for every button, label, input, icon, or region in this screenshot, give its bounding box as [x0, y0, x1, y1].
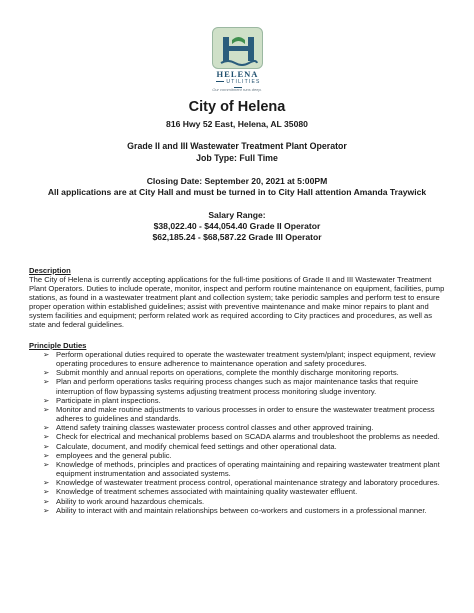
list-item: ➢ Participate in plant inspections. — [43, 395, 161, 405]
arrow-bullet-icon: ➢ — [43, 395, 50, 405]
list-item: ➢ Ability to work around hazardous chemicals. — [43, 496, 205, 506]
applications-note: All applications are at City Hall and must be turned in to City Hall attention Amanda Traywick — [47, 187, 427, 197]
list-item: ➢ Attend safety training classes wastewater process control classes and other approved training. — [43, 423, 374, 433]
salary-range-label: Salary Range: — [208, 210, 266, 220]
duties-list — [29, 350, 449, 515]
arrow-bullet-icon: ➢ — [43, 368, 50, 378]
arrow-bullet-icon: ➢ — [43, 459, 50, 469]
arrow-bullet-icon: ➢ — [43, 450, 50, 460]
logo-tagline: Our commitment runs deep. — [212, 87, 262, 92]
salary-grade-2: $38,022.40 - $44,054.40 Grade II Operator — [153, 221, 321, 231]
list-item: ➢ Calculate, document, and modify chemical feed settings and other operational data. — [43, 441, 337, 451]
logo-emblem-icon — [212, 27, 263, 69]
list-item: ➢ Submit monthly and annual reports on operations, complete the monthly discharge monitoring reports. — [43, 368, 399, 378]
duties-heading: Principle Duties — [29, 341, 87, 350]
list-item: ➢ Knowledge of methods, principles and practices of operating maintaining and repairing wastewater treatment plant equipment instrumentation and associated systems. — [43, 459, 440, 479]
list-item: ➢ Knowledge of wastewater treatment process control, operational maintenance strategy and laboratory procedures. — [43, 478, 440, 488]
page-title: City of Helena — [188, 99, 286, 115]
address-line: 816 Hwy 52 East, Helena, AL 35080 — [166, 119, 308, 129]
logo-wordmark: HELENA — [216, 69, 259, 79]
logo-subtext: UTILITIES — [210, 79, 265, 91]
closing-date: Closing Date: September 20, 2021 at 5:00PM — [146, 176, 328, 186]
list-item: ➢ Perform operational duties required to operate the wastewater treatment system/plant; inspect equipment, review operating procedures to ensure adherence to maintenance operation and safety procedures. — [43, 350, 436, 369]
job-title: Grade II and III Wastewater Treatment Plant Operator — [127, 141, 347, 151]
list-item: ➢ Knowledge of treatment schemes associated with maintaining quality wastewater effluent. — [43, 487, 358, 497]
list-item: ➢ Monitor and make routine adjustments to various processes in order to ensure the wastewater treatment process adheres to guidelines and standards. — [43, 404, 435, 424]
arrow-bullet-icon: ➢ — [43, 350, 50, 359]
arrow-bullet-icon: ➢ — [43, 377, 50, 387]
job-type: Job Type: Full Time — [196, 153, 278, 163]
list-item: ➢ Check for electrical and mechanical problems based on SCADA alarms and troubleshoot the problems as needed. — [43, 432, 440, 442]
description-heading: Description — [29, 266, 71, 275]
arrow-bullet-icon: ➢ — [43, 505, 50, 515]
arrow-bullet-icon: ➢ — [43, 487, 50, 497]
arrow-bullet-icon: ➢ — [43, 423, 50, 433]
arrow-bullet-icon: ➢ — [43, 478, 50, 488]
arrow-bullet-icon: ➢ — [43, 441, 50, 451]
arrow-bullet-icon: ➢ — [43, 404, 50, 414]
list-item: ➢ employees and the general public. — [43, 450, 172, 460]
arrow-bullet-icon: ➢ — [43, 496, 50, 506]
arrow-bullet-icon: ➢ — [43, 432, 50, 442]
list-item: ➢ Ability to interact with and maintain relationships between co-workers and customers in a professional manner. — [43, 505, 427, 515]
list-item: ➢ Plan and perform operations tasks requiring process changes such as major maintenance tasks that require interruption of flow bypassing systems adjusting treatment process monitoring sludge inventory. — [43, 377, 419, 396]
description-body: The City of Helena is currently accepting applications for the full-time positions of Grade II and III Wastewater Treatment Plant Operators. Duties to include operate, monitor, inspect and perform routine maintenance on equipment, facilities, pump stations, as found in a wastewater treatment plant and collection system; take periodic samples and perform test to ensure proper operation within established guidelines; assist with preventive maintenance and make minor repairs to plant and system facilities and equipment; perform related work as required according to City practices and procedures, as well as state and federal guidelines. — [29, 275, 445, 330]
salary-grade-3: $62,185.24 - $68,587.22 Grade III Operator — [152, 232, 322, 242]
helena-utilities-logo — [210, 27, 265, 85]
